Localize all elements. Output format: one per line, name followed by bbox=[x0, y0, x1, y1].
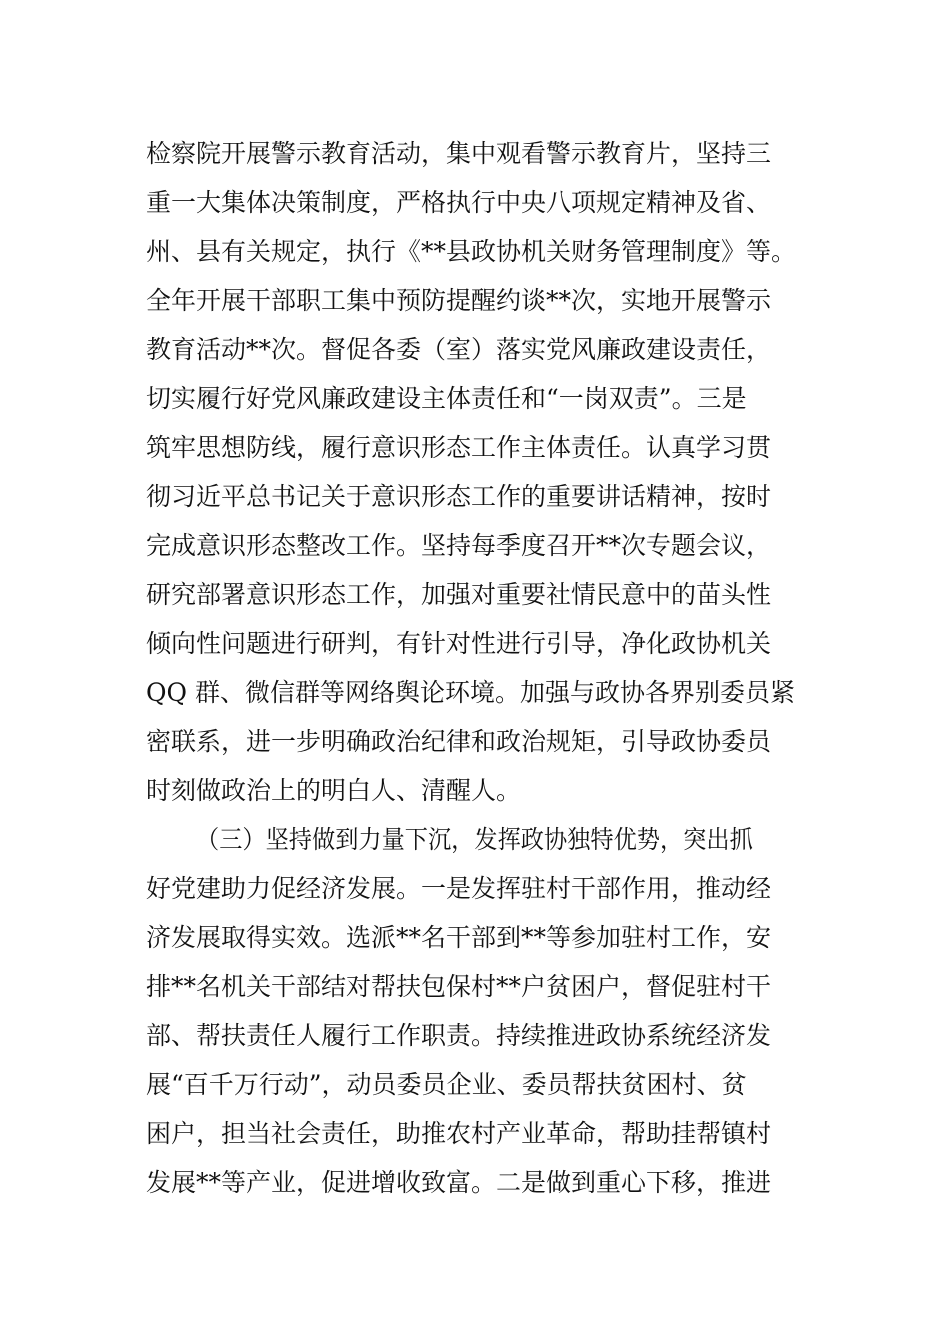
text-line: 完成意识形态整改工作。坚持每季度召开**次专题会议， bbox=[146, 531, 772, 560]
text-line: 密联系，进一步明确政治纪律和政治规矩，引导政协委员 bbox=[146, 727, 772, 756]
text-line: 检察院开展警示教育活动，集中观看警示教育片，坚持三 bbox=[146, 139, 772, 168]
text-line: 展“百千万行动”，动员委员企业、委员帮扶贫困村、贫 bbox=[146, 1070, 747, 1099]
paragraph-first-line: （三）坚持做到力量下沉，发挥政协独特优势，突出抓 bbox=[196, 825, 753, 854]
text-line: 发展**等产业，促进增收致富。二是做到重心下移，推进 bbox=[146, 1168, 772, 1197]
text-line: 教育活动**次。督促各委（室）落实党风廉政建设责任， bbox=[146, 335, 772, 364]
text-line: 时刻做政治上的明白人、清醒人。 bbox=[146, 776, 522, 805]
text-line: 切实履行好党风廉政建设主体责任和“一岗双责”。三是 bbox=[146, 384, 747, 413]
text-line: 重一大集体决策制度，严格执行中央八项规定精神及省、 bbox=[146, 188, 772, 217]
text-line: 排**名机关干部结对帮扶包保村**户贫困户，督促驻村干 bbox=[146, 972, 772, 1001]
text-line: 部、帮扶责任人履行工作职责。持续推进政协系统经济发 bbox=[146, 1021, 772, 1050]
text-line: 济发展取得实效。选派**名干部到**等参加驻村工作，安 bbox=[146, 923, 772, 952]
text-line: 彻习近平总书记关于意识形态工作的重要讲话精神，按时 bbox=[146, 482, 772, 511]
text-line: 困户，担当社会责任，助推农村产业革命，帮助挂帮镇村 bbox=[146, 1119, 772, 1148]
text-line: 全年开展干部职工集中预防提醒约谈**次，实地开展警示 bbox=[146, 286, 772, 315]
text-line: 研究部署意识形态工作，加强对重要社情民意中的苗头性 bbox=[146, 580, 772, 609]
text-line: QQ 群、微信群等网络舆论环境。加强与政协各界别委员紧 bbox=[146, 678, 795, 707]
text-line: 好党建助力促经济发展。一是发挥驻村干部作用，推动经 bbox=[146, 874, 772, 903]
text-line: 州、县有关规定，执行《**县政协机关财务管理制度》等。 bbox=[146, 237, 797, 266]
text-line: 筑牢思想防线，履行意识形态工作主体责任。认真学习贯 bbox=[146, 433, 772, 462]
text-line: 倾向性问题进行研判，有针对性进行引导，净化政协机关 bbox=[146, 629, 772, 658]
